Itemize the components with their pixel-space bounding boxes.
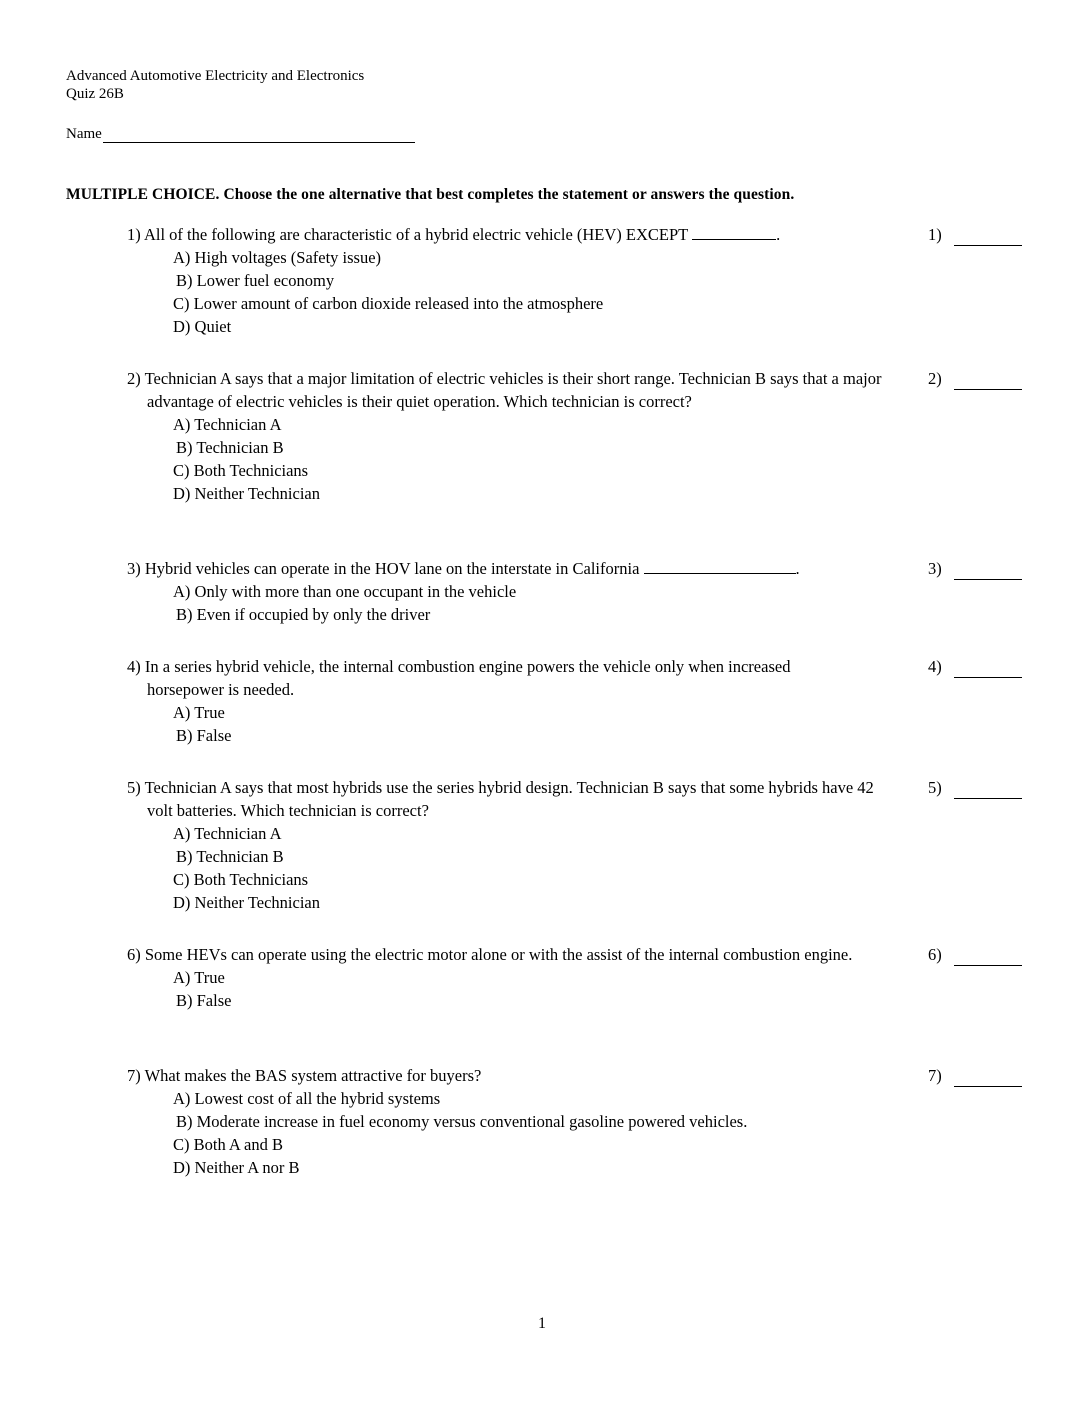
option-d[interactable]: D) Quiet bbox=[173, 317, 232, 336]
answer-blank[interactable] bbox=[954, 229, 1022, 246]
answer-number: 5) bbox=[928, 778, 942, 797]
answer-number: 1) bbox=[928, 225, 942, 244]
question-text: 2) Technician A says that a major limitation of electric vehicles is their short range. Technician B says that a major advantage of electric vehicles is their quiet operation. Which technician is correct? bbox=[127, 369, 882, 411]
answer-number: 6) bbox=[928, 945, 942, 964]
option-a[interactable]: A) Technician A bbox=[173, 824, 282, 843]
document-header bbox=[66, 67, 364, 103]
name-label: Name bbox=[66, 126, 102, 142]
page-number: 1 bbox=[538, 1315, 546, 1332]
option-b[interactable]: B) False bbox=[176, 991, 232, 1010]
inline-blank bbox=[692, 225, 776, 240]
answer-blank[interactable] bbox=[954, 373, 1022, 390]
question-6 bbox=[127, 943, 897, 1012]
option-a[interactable]: A) Lowest cost of all the hybrid systems bbox=[173, 1089, 441, 1108]
option-d[interactable]: D) Neither A nor B bbox=[173, 1158, 300, 1177]
option-a[interactable]: A) Technician A bbox=[173, 415, 282, 434]
question-text: 3) Hybrid vehicles can operate in the HOV lane on the interstate in California . bbox=[127, 559, 800, 578]
option-c[interactable]: C) Lower amount of carbon dioxide released into the atmosphere bbox=[173, 294, 604, 313]
question-4 bbox=[127, 655, 897, 747]
name-field[interactable] bbox=[66, 126, 415, 143]
answer-blank[interactable] bbox=[954, 1070, 1022, 1087]
name-blank[interactable] bbox=[103, 126, 415, 143]
question-1 bbox=[127, 223, 897, 338]
answer-slot-5[interactable] bbox=[928, 776, 1022, 799]
option-d[interactable]: D) Neither Technician bbox=[173, 484, 320, 503]
question-text: 7) What makes the BAS system attractive for buyers? bbox=[127, 1066, 482, 1085]
option-a[interactable]: A) True bbox=[173, 703, 225, 722]
answer-number: 7) bbox=[928, 1066, 942, 1085]
option-d[interactable]: D) Neither Technician bbox=[173, 893, 320, 912]
answer-slot-1[interactable] bbox=[928, 223, 1022, 246]
question-text: 5) Technician A says that most hybrids use the series hybrid design. Technician B says that some hybrids have 42 volt batteries. Which technician is correct? bbox=[127, 778, 874, 820]
question-text: 1) All of the following are characteristic of a hybrid electric vehicle (HEV) EXCEPT . bbox=[127, 225, 781, 244]
option-b[interactable]: B) Technician B bbox=[176, 438, 284, 457]
answer-slot-7[interactable] bbox=[928, 1064, 1022, 1087]
quiz-title: Quiz 26B bbox=[66, 86, 124, 102]
question-7 bbox=[127, 1064, 897, 1179]
option-b[interactable]: B) Technician B bbox=[176, 847, 284, 866]
answer-number: 2) bbox=[928, 369, 942, 388]
option-a[interactable]: A) True bbox=[173, 968, 225, 987]
question-5 bbox=[127, 776, 897, 914]
answer-slot-6[interactable] bbox=[928, 943, 1022, 966]
option-b[interactable]: B) Lower fuel economy bbox=[176, 271, 335, 290]
answer-blank[interactable] bbox=[954, 949, 1022, 966]
inline-blank bbox=[644, 559, 796, 574]
answer-number: 3) bbox=[928, 559, 942, 578]
question-3 bbox=[127, 557, 897, 626]
option-a[interactable]: A) Only with more than one occupant in the vehicle bbox=[173, 582, 517, 601]
answer-number: 4) bbox=[928, 657, 942, 676]
course-title: Advanced Automotive Electricity and Electronics bbox=[66, 68, 365, 84]
answer-slot-3[interactable] bbox=[928, 557, 1022, 580]
instructions: MULTIPLE CHOICE. Choose the one alternative that best completes the statement or answers the question. bbox=[66, 186, 795, 203]
option-c[interactable]: C) Both Technicians bbox=[173, 870, 309, 889]
answer-blank[interactable] bbox=[954, 563, 1022, 580]
answer-slot-4[interactable] bbox=[928, 655, 1022, 678]
answer-slot-2[interactable] bbox=[928, 367, 1022, 390]
option-a[interactable]: A) High voltages (Safety issue) bbox=[173, 248, 382, 267]
option-b[interactable]: B) Moderate increase in fuel economy versus conventional gasoline powered vehicles. bbox=[176, 1112, 748, 1131]
option-b[interactable]: B) False bbox=[176, 726, 232, 745]
answer-blank[interactable] bbox=[954, 661, 1022, 678]
question-text: 6) Some HEVs can operate using the electric motor alone or with the assist of the internal combustion engine. bbox=[127, 945, 853, 964]
question-2 bbox=[127, 367, 897, 505]
question-text: 4) In a series hybrid vehicle, the internal combustion engine powers the vehicle only when increased horsepower is needed. bbox=[127, 657, 791, 699]
option-b[interactable]: B) Even if occupied by only the driver bbox=[176, 605, 431, 624]
option-c[interactable]: C) Both A and B bbox=[173, 1135, 284, 1154]
option-c[interactable]: C) Both Technicians bbox=[173, 461, 309, 480]
answer-blank[interactable] bbox=[954, 782, 1022, 799]
